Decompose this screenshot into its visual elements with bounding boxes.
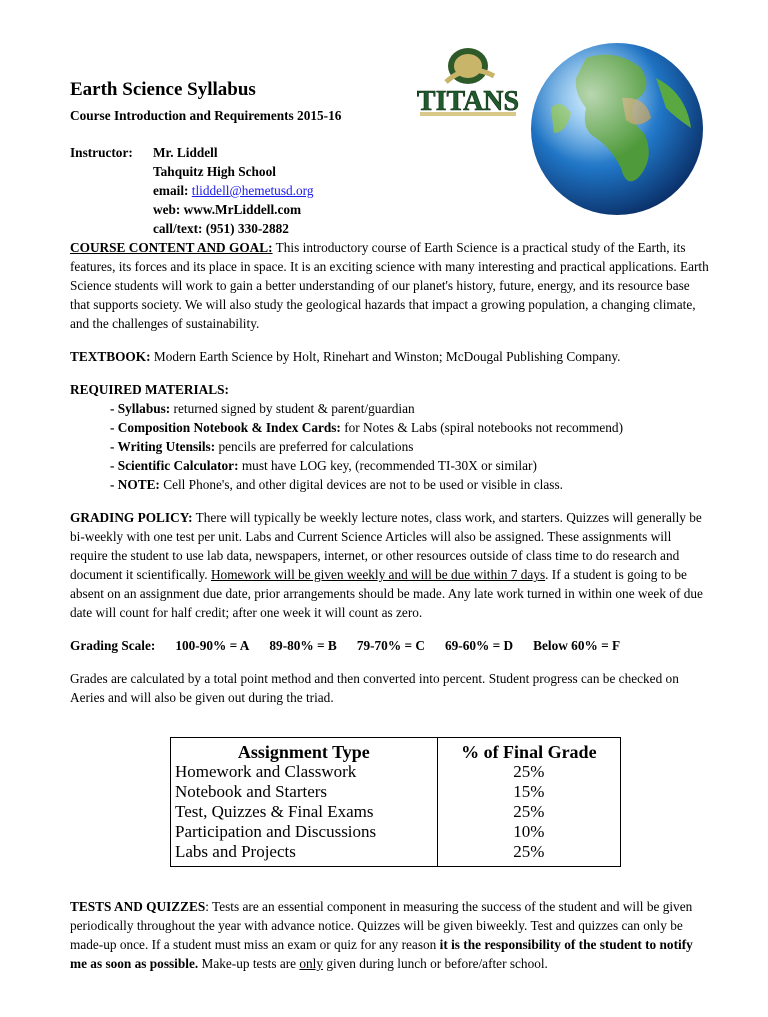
materials-item-text: Cell Phone's, and other digital devices are not to be used or visible in class. bbox=[159, 477, 563, 492]
table-cell: 25% bbox=[513, 842, 545, 861]
syllabus-body bbox=[70, 238, 710, 1017]
grade-f: Below 60% = F bbox=[533, 638, 621, 653]
grading-scale-label: Grading Scale: bbox=[70, 638, 156, 653]
tests-heading: TESTS AND QUIZZES bbox=[70, 899, 206, 914]
materials-item-text: for Notes & Labs (spiral notebooks not recommend) bbox=[340, 420, 623, 435]
materials-item bbox=[110, 399, 710, 418]
grading-heading: GRADING POLICY: bbox=[70, 510, 193, 525]
table-cell: Participation and Discussions bbox=[175, 822, 377, 841]
table-row bbox=[171, 738, 621, 867]
grade-b: 89-80% = B bbox=[269, 638, 337, 653]
materials-item bbox=[110, 456, 710, 475]
table-cell: Labs and Projects bbox=[175, 842, 296, 861]
table-cell: Test, Quizzes & Final Exams bbox=[175, 802, 374, 821]
materials-item-label: - NOTE: bbox=[110, 477, 160, 492]
tests-responsibility: it is the responsibility of the student to notify me as soon as possible. bbox=[70, 937, 693, 971]
tests-quizzes-paragraph bbox=[70, 897, 710, 973]
assignment-type-column bbox=[171, 738, 438, 867]
textbook-heading: TEXTBOOK: bbox=[70, 349, 151, 364]
phone-label: call/text: bbox=[153, 221, 203, 236]
materials-list bbox=[110, 399, 710, 494]
phone-number: (951) 330-2882 bbox=[205, 221, 289, 236]
column-header-percent: % of Final Grade bbox=[461, 742, 597, 762]
grade-weight-table bbox=[170, 737, 621, 867]
grade-c: 79-70% = C bbox=[356, 638, 425, 653]
web-label: web: bbox=[153, 202, 181, 217]
svg-text:TITANS: TITANS bbox=[416, 86, 520, 117]
school-name: Tahquitz High School bbox=[153, 164, 276, 179]
grade-calculation-paragraph: Grades are calculated by a total point method and then converted into percent. Student progress can be checked on Aeries and will also be given out during the triad. bbox=[70, 671, 679, 705]
email-label: email: bbox=[153, 183, 189, 198]
grading-text-cont: . If a student is going to be absent on an assignment due date, prior arrangements should be made. Any late work turned in within one week of due date will count for half credit; after one week it will count as zero. bbox=[70, 567, 703, 620]
materials-item bbox=[110, 475, 710, 494]
course-content-text: This introductory course of Earth Science is a practical study of the Earth, its features, its forces and its place in space. It is an exciting science with many interesting and practical applications. Earth Science students will work to gain a better understanding of our planet's history, future, energy, and its resource base that supports society. We will also study the geological hazards that impact a growing population, a changing climate, and the challenges of sustainability. bbox=[70, 240, 709, 331]
table-cell: 25% bbox=[513, 762, 545, 781]
grading-scale bbox=[70, 636, 710, 655]
instructor-label: Instructor: bbox=[70, 145, 133, 160]
tests-text: : Tests are an essential component in measuring the success of the student and will be given periodically throughout the year with advance notice. Quizzes will be given biweekly. Test and quizzes can only be made-up once. If a student must miss an exam or quiz for any reason bbox=[70, 899, 693, 952]
grade-a: 100-90% = A bbox=[175, 638, 250, 653]
textbook-paragraph bbox=[70, 347, 710, 366]
materials-section bbox=[70, 380, 710, 494]
percent-column bbox=[437, 738, 620, 867]
textbook-text: Modern Earth Science by Holt, Rinehart and Winston; McDougal Publishing Company. bbox=[150, 349, 621, 364]
materials-item bbox=[110, 418, 710, 437]
materials-item-text: must have LOG key, (recommended TI-30X or similar) bbox=[238, 458, 537, 473]
instructor-name: Mr. Liddell bbox=[153, 145, 218, 160]
web-line bbox=[153, 200, 313, 219]
table-cell: Notebook and Starters bbox=[175, 782, 328, 801]
tests-only: only bbox=[299, 956, 324, 971]
materials-item-label: - Syllabus: bbox=[110, 401, 171, 416]
materials-item-label: - Writing Utensils: bbox=[110, 439, 216, 454]
instructor-info bbox=[153, 143, 313, 238]
tests-text-cont: Make-up tests are bbox=[198, 956, 300, 971]
course-content-paragraph bbox=[70, 238, 710, 333]
tests-text-end: given during lunch or before/after school. bbox=[323, 956, 548, 971]
document-title: Earth Science Syllabus bbox=[70, 79, 256, 100]
phone-line bbox=[153, 219, 313, 238]
homework-policy: Homework will be given weekly and will be due within 7 days bbox=[210, 567, 546, 582]
grading-policy-paragraph bbox=[70, 508, 710, 622]
materials-item-text: returned signed by student & parent/guardian bbox=[170, 401, 415, 416]
document-subtitle: Course Introduction and Requirements 2015-16 bbox=[70, 108, 342, 123]
table-cell: 25% bbox=[513, 802, 545, 821]
table-cell: Homework and Classwork bbox=[175, 762, 357, 781]
email-line bbox=[153, 181, 313, 200]
globe-image bbox=[526, 38, 708, 220]
email-link[interactable]: tliddell@hemetusd.org bbox=[191, 183, 314, 198]
web-address: www.MrLiddell.com bbox=[183, 202, 302, 217]
titans-logo bbox=[416, 42, 520, 122]
materials-item-label: - Scientific Calculator: bbox=[110, 458, 239, 473]
materials-heading: REQUIRED MATERIALS: bbox=[70, 382, 229, 397]
column-header-assignment-type: Assignment Type bbox=[237, 742, 370, 762]
grading-text: There will typically be weekly lecture notes, class work, and starters. Quizzes will generally be bi-weekly with one test per unit. Labs and Current Science Articles will also be assigned. These assignments will require the student to use lab data, newspapers, internet, or other resources outside of class time to do research and document it scientifically. bbox=[70, 510, 702, 582]
table-cell: 15% bbox=[513, 782, 545, 801]
materials-item-label: - Composition Notebook & Index Cards: bbox=[110, 420, 341, 435]
materials-item bbox=[110, 437, 710, 456]
course-content-heading: COURSE CONTENT AND GOAL: bbox=[70, 240, 273, 255]
grade-d: 69-60% = D bbox=[444, 638, 514, 653]
table-cell: 10% bbox=[513, 822, 545, 841]
materials-item-text: pencils are preferred for calculations bbox=[215, 439, 414, 454]
